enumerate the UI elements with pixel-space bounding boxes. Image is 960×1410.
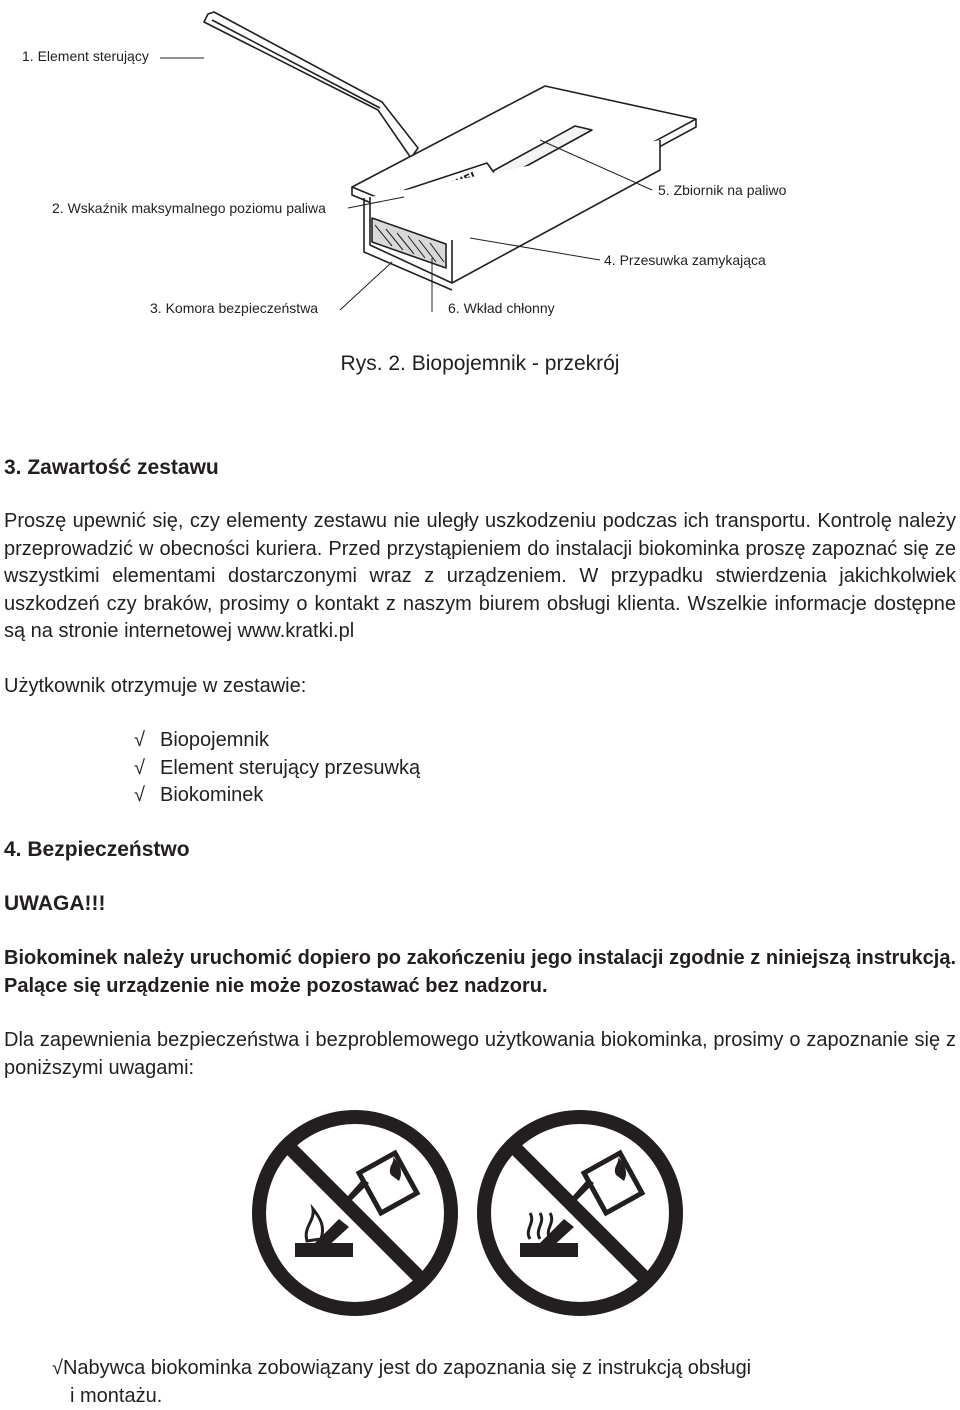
check-mark-icon: √ bbox=[134, 756, 145, 779]
check-mark-icon: √ bbox=[134, 784, 145, 806]
section-4-heading: 4. Bezpieczeństwo bbox=[4, 838, 190, 861]
prohibition-signs bbox=[250, 1108, 890, 1318]
callout-max-fuel-indicator: 2. Wskaźnik maksymalnego poziomu paliwa bbox=[52, 200, 326, 216]
list-item: √ Element sterujący przesuwką bbox=[134, 755, 420, 783]
check-mark-icon: √ bbox=[134, 729, 145, 751]
callout-safety-chamber: 3. Komora bezpieczeństwa bbox=[150, 300, 319, 316]
safety-intro-paragraph: Dla zapewnienia bezpieczeństwa i bezproblemowego użytkowania biokominka, prosimy o zapoznanie się z poniższymi uwagami: bbox=[4, 1029, 956, 1079]
list-item: √ Biokominek bbox=[134, 782, 420, 810]
kit-contents-list bbox=[134, 727, 420, 810]
callout-control-element: 1. Element sterujący bbox=[22, 48, 149, 64]
warning-label: UWAGA!!! bbox=[4, 892, 106, 915]
figure-caption: Rys. 2. Biopojemnik - przekrój bbox=[340, 352, 620, 375]
final-note: √Nabywca biokominka zobowiązany jest do zapoznania się z instrukcją obsługi i montażu. bbox=[52, 1357, 752, 1407]
section-3-heading: 3. Zawartość zestawu bbox=[4, 456, 219, 479]
section-3-paragraph: Proszę upewnić się, czy elementy zestawu nie uległy uszkodzeniu podczas ich transportu. Kontrolę należy przeprowadzić w obecności kuriera. Przed przystąpieniem do instalacji biokominka proszę zapoznać się ze wszystkimi elementami dostarczonymi wraz z urządzeniem. W przypadku stwierdzenia jakichkolwiek uszkodzeń czy braków, prosimy o kontakt z naszym biurem obsługi klienta. Wszelkie informacje dostępne są na stronie internetowej www.kratki.pl bbox=[4, 510, 956, 642]
no-refuel-while-burning-icon bbox=[259, 1117, 451, 1309]
kit-contents-intro: Użytkownik otrzymuje w zestawie: bbox=[4, 675, 307, 697]
check-mark-icon: √ bbox=[52, 1357, 63, 1379]
callout-fuel-tank: 5. Zbiornik na paliwo bbox=[658, 182, 787, 198]
callout-absorbent-insert: 6. Wkład chłonny bbox=[448, 300, 555, 316]
warning-paragraph: Biokominek należy uruchomić dopiero po zakończeniu jego instalacji zgodnie z niniejszą instrukcją. Palące się urządzenie nie może pozostawać bez nadzoru. bbox=[4, 947, 956, 997]
no-refuel-while-hot-icon bbox=[484, 1117, 676, 1309]
control-handle bbox=[204, 12, 418, 158]
list-item: √ Biopojemnik bbox=[134, 727, 420, 755]
callout-closing-slider: 4. Przesuwka zamykająca bbox=[604, 252, 766, 268]
